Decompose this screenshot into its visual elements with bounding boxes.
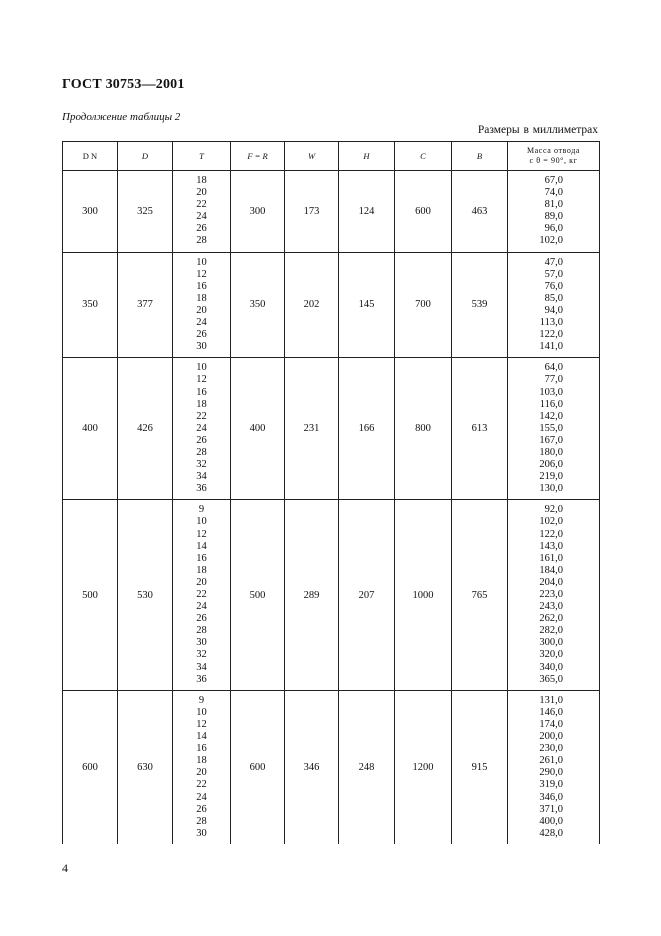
cell-mass-value: 167,0: [539, 434, 563, 446]
cell-c: 600: [395, 171, 452, 253]
table-row: [63, 171, 600, 253]
cell-mass-value: 200,0: [539, 731, 563, 743]
cell-w: 173: [285, 171, 339, 253]
cell-mass-value: 290,0: [539, 767, 563, 779]
col-header-fr: F = R: [231, 142, 285, 171]
col-header-w: W: [285, 142, 339, 171]
table-row: [63, 690, 600, 844]
cell-t-value: 28: [196, 446, 207, 458]
cell-t-value: 24: [196, 317, 207, 329]
cell-c: 700: [395, 252, 452, 358]
cell-t: [173, 171, 231, 253]
cell-d: 325: [118, 171, 173, 253]
cell-mass-value: 346,0: [539, 791, 563, 803]
cell-dn: 500: [63, 500, 118, 690]
cell-t-value: 22: [196, 589, 207, 600]
cell-t-value: 18: [196, 292, 207, 304]
cell-t-value: 10: [196, 362, 207, 374]
cell-t-value: 32: [196, 459, 207, 471]
cell-t-value: 20: [196, 767, 207, 779]
cell-t-value: 22: [196, 410, 207, 422]
cell-d: 426: [118, 358, 173, 500]
cell-mass-value: 174,0: [539, 718, 563, 730]
cell-mass-value: 371,0: [539, 803, 563, 815]
cell-mass-value: 57,0: [544, 268, 563, 280]
cell-t-value: 34: [196, 661, 207, 673]
cell-c: 800: [395, 358, 452, 500]
cell-mass: [508, 252, 600, 358]
cell-w: 231: [285, 358, 339, 500]
cell-t-value: 9: [198, 694, 205, 706]
cell-fr: 600: [231, 690, 285, 844]
cell-mass-value: 261,0: [539, 755, 563, 767]
cell-t-value: 12: [196, 268, 207, 280]
cell-mass: [508, 358, 600, 500]
cell-t-value: 28: [196, 815, 207, 827]
cell-mass-value: 130,0: [539, 483, 563, 495]
cell-mass-value: 223,0: [539, 589, 563, 600]
cell-t-value: 30: [196, 637, 207, 649]
table-row: [63, 358, 600, 500]
col-header-c: C: [395, 142, 452, 171]
cell-t-value: 24: [196, 601, 207, 613]
cell-mass-value: 180,0: [539, 446, 563, 458]
cell-w: 346: [285, 690, 339, 844]
cell-mass-value: 340,0: [539, 661, 563, 673]
cell-t-value: 14: [196, 731, 207, 743]
cell-dn: 400: [63, 358, 118, 500]
cell-w: 202: [285, 252, 339, 358]
cell-t-value: 30: [196, 827, 207, 839]
cell-mass-value: 116,0: [539, 398, 563, 410]
cell-t-value: 30: [196, 341, 207, 353]
cell-t-value: 12: [196, 374, 207, 386]
cell-c: 1000: [395, 500, 452, 690]
cell-dn: 350: [63, 252, 118, 358]
cell-mass-value: 67,0: [544, 175, 563, 186]
cell-mass-value: 96,0: [544, 223, 563, 235]
cell-fr: 300: [231, 171, 285, 253]
col-header-mass-line1: Масса отвода: [526, 146, 581, 155]
cell-mass-value: 243,0: [539, 601, 563, 613]
cell-mass-value: 76,0: [544, 280, 563, 292]
cell-h: 207: [339, 500, 395, 690]
cell-mass-value: 102,0: [539, 516, 563, 528]
cell-t-value: 20: [196, 304, 207, 316]
col-header-h: H: [339, 142, 395, 171]
doc-title: ГОСТ 30753—2001: [62, 77, 185, 92]
cell-mass-value: 400,0: [539, 815, 563, 827]
cell-mass-value: 155,0: [539, 422, 563, 434]
cell-mass-value: 143,0: [539, 540, 563, 552]
cell-mass-value: 81,0: [544, 199, 563, 211]
cell-fr: 350: [231, 252, 285, 358]
cell-mass-value: 94,0: [544, 304, 563, 316]
cell-t-value: 36: [196, 673, 207, 685]
cell-dn: 600: [63, 690, 118, 844]
cell-mass-value: 85,0: [544, 292, 563, 304]
cell-t-value: 26: [196, 223, 207, 235]
cell-t-value: 14: [196, 540, 207, 552]
cell-t-value: 22: [196, 199, 207, 211]
cell-t-value: 10: [196, 516, 207, 528]
cell-b: 539: [452, 252, 508, 358]
dimensions-table: [62, 141, 600, 844]
cell-t-value: 10: [196, 706, 207, 718]
cell-mass-value: 319,0: [539, 779, 563, 791]
cell-t-value: 9: [198, 504, 205, 516]
cell-t-value: 16: [196, 386, 207, 398]
cell-mass-value: 142,0: [539, 410, 563, 422]
cell-c: 1200: [395, 690, 452, 844]
col-header-b: B: [452, 142, 508, 171]
cell-mass-value: 230,0: [539, 743, 563, 755]
cell-t-value: 10: [196, 256, 207, 268]
cell-mass-value: 102,0: [539, 235, 563, 247]
cell-mass-value: 428,0: [539, 827, 563, 839]
col-header-d: D: [118, 142, 173, 171]
cell-t-value: 16: [196, 280, 207, 292]
cell-mass-value: 64,0: [544, 362, 563, 374]
cell-t: [173, 252, 231, 358]
cell-b: 463: [452, 171, 508, 253]
cell-mass-value: 184,0: [539, 564, 563, 576]
cell-t-value: 26: [196, 803, 207, 815]
units-note: Размеры в миллиметрах: [477, 124, 598, 136]
cell-dn: 300: [63, 171, 118, 253]
cell-mass-value: 47,0: [544, 256, 563, 268]
cell-mass-value: 219,0: [539, 471, 563, 483]
cell-h: 145: [339, 252, 395, 358]
cell-mass-value: 204,0: [539, 576, 563, 588]
cell-mass-value: 122,0: [539, 329, 563, 341]
cell-t: [173, 690, 231, 844]
cell-t-value: 34: [196, 471, 207, 483]
cell-t-value: 22: [196, 779, 207, 791]
cell-mass: [508, 690, 600, 844]
cell-t-value: 36: [196, 483, 207, 495]
cell-t-value: 20: [196, 187, 207, 199]
cell-mass-value: 103,0: [539, 386, 563, 398]
cell-t-value: 20: [196, 576, 207, 588]
cell-mass-value: 320,0: [539, 649, 563, 661]
cell-d: 630: [118, 690, 173, 844]
cell-mass-value: 206,0: [539, 459, 563, 471]
cell-t-value: 32: [196, 649, 207, 661]
cell-t: [173, 500, 231, 690]
cell-h: 248: [339, 690, 395, 844]
cell-mass-value: 365,0: [539, 673, 563, 685]
cell-t-value: 12: [196, 528, 207, 540]
col-header-mass-line2: с θ = 90°, кг: [529, 156, 578, 165]
cell-t-value: 28: [196, 235, 207, 247]
cell-mass-value: 77,0: [544, 374, 563, 386]
cell-b: 915: [452, 690, 508, 844]
col-header-dn: D N: [63, 142, 118, 171]
table-header-row: [63, 142, 600, 171]
cell-t-value: 18: [196, 755, 207, 767]
cell-h: 166: [339, 358, 395, 500]
cell-mass-value: 262,0: [539, 613, 563, 625]
cell-t-value: 24: [196, 791, 207, 803]
cell-t: [173, 358, 231, 500]
cell-mass-value: 141,0: [539, 341, 563, 353]
cell-t-value: 18: [196, 398, 207, 410]
cell-mass-value: 92,0: [544, 504, 563, 516]
cell-t-value: 26: [196, 613, 207, 625]
cell-b: 765: [452, 500, 508, 690]
cell-t-value: 24: [196, 422, 207, 434]
table-continuation-caption: Продолжение таблицы 2: [62, 111, 181, 123]
cell-mass-value: 300,0: [539, 637, 563, 649]
cell-d: 530: [118, 500, 173, 690]
cell-mass-value: 89,0: [544, 211, 563, 223]
cell-fr: 400: [231, 358, 285, 500]
cell-mass-value: 113,0: [539, 317, 563, 329]
cell-mass-value: 131,0: [539, 694, 563, 706]
col-header-mass: [508, 142, 600, 171]
cell-mass-value: 282,0: [539, 625, 563, 637]
table-row: [63, 252, 600, 358]
page-number: 4: [62, 861, 68, 875]
cell-t-value: 26: [196, 434, 207, 446]
cell-t-value: 24: [196, 211, 207, 223]
cell-mass-value: 161,0: [539, 552, 563, 564]
cell-fr: 500: [231, 500, 285, 690]
cell-t-value: 18: [196, 564, 207, 576]
cell-mass-value: 122,0: [539, 528, 563, 540]
cell-mass-value: 146,0: [539, 706, 563, 718]
cell-mass: [508, 500, 600, 690]
cell-t-value: 12: [196, 718, 207, 730]
cell-d: 377: [118, 252, 173, 358]
cell-t-value: 26: [196, 329, 207, 341]
cell-b: 613: [452, 358, 508, 500]
cell-t-value: 28: [196, 625, 207, 637]
cell-mass-value: 74,0: [544, 187, 563, 199]
cell-t-value: 18: [196, 175, 207, 186]
cell-w: 289: [285, 500, 339, 690]
cell-t-value: 16: [196, 743, 207, 755]
col-header-t: T: [173, 142, 231, 171]
table-row: [63, 500, 600, 690]
cell-h: 124: [339, 171, 395, 253]
cell-t-value: 16: [196, 552, 207, 564]
cell-mass: [508, 171, 600, 253]
